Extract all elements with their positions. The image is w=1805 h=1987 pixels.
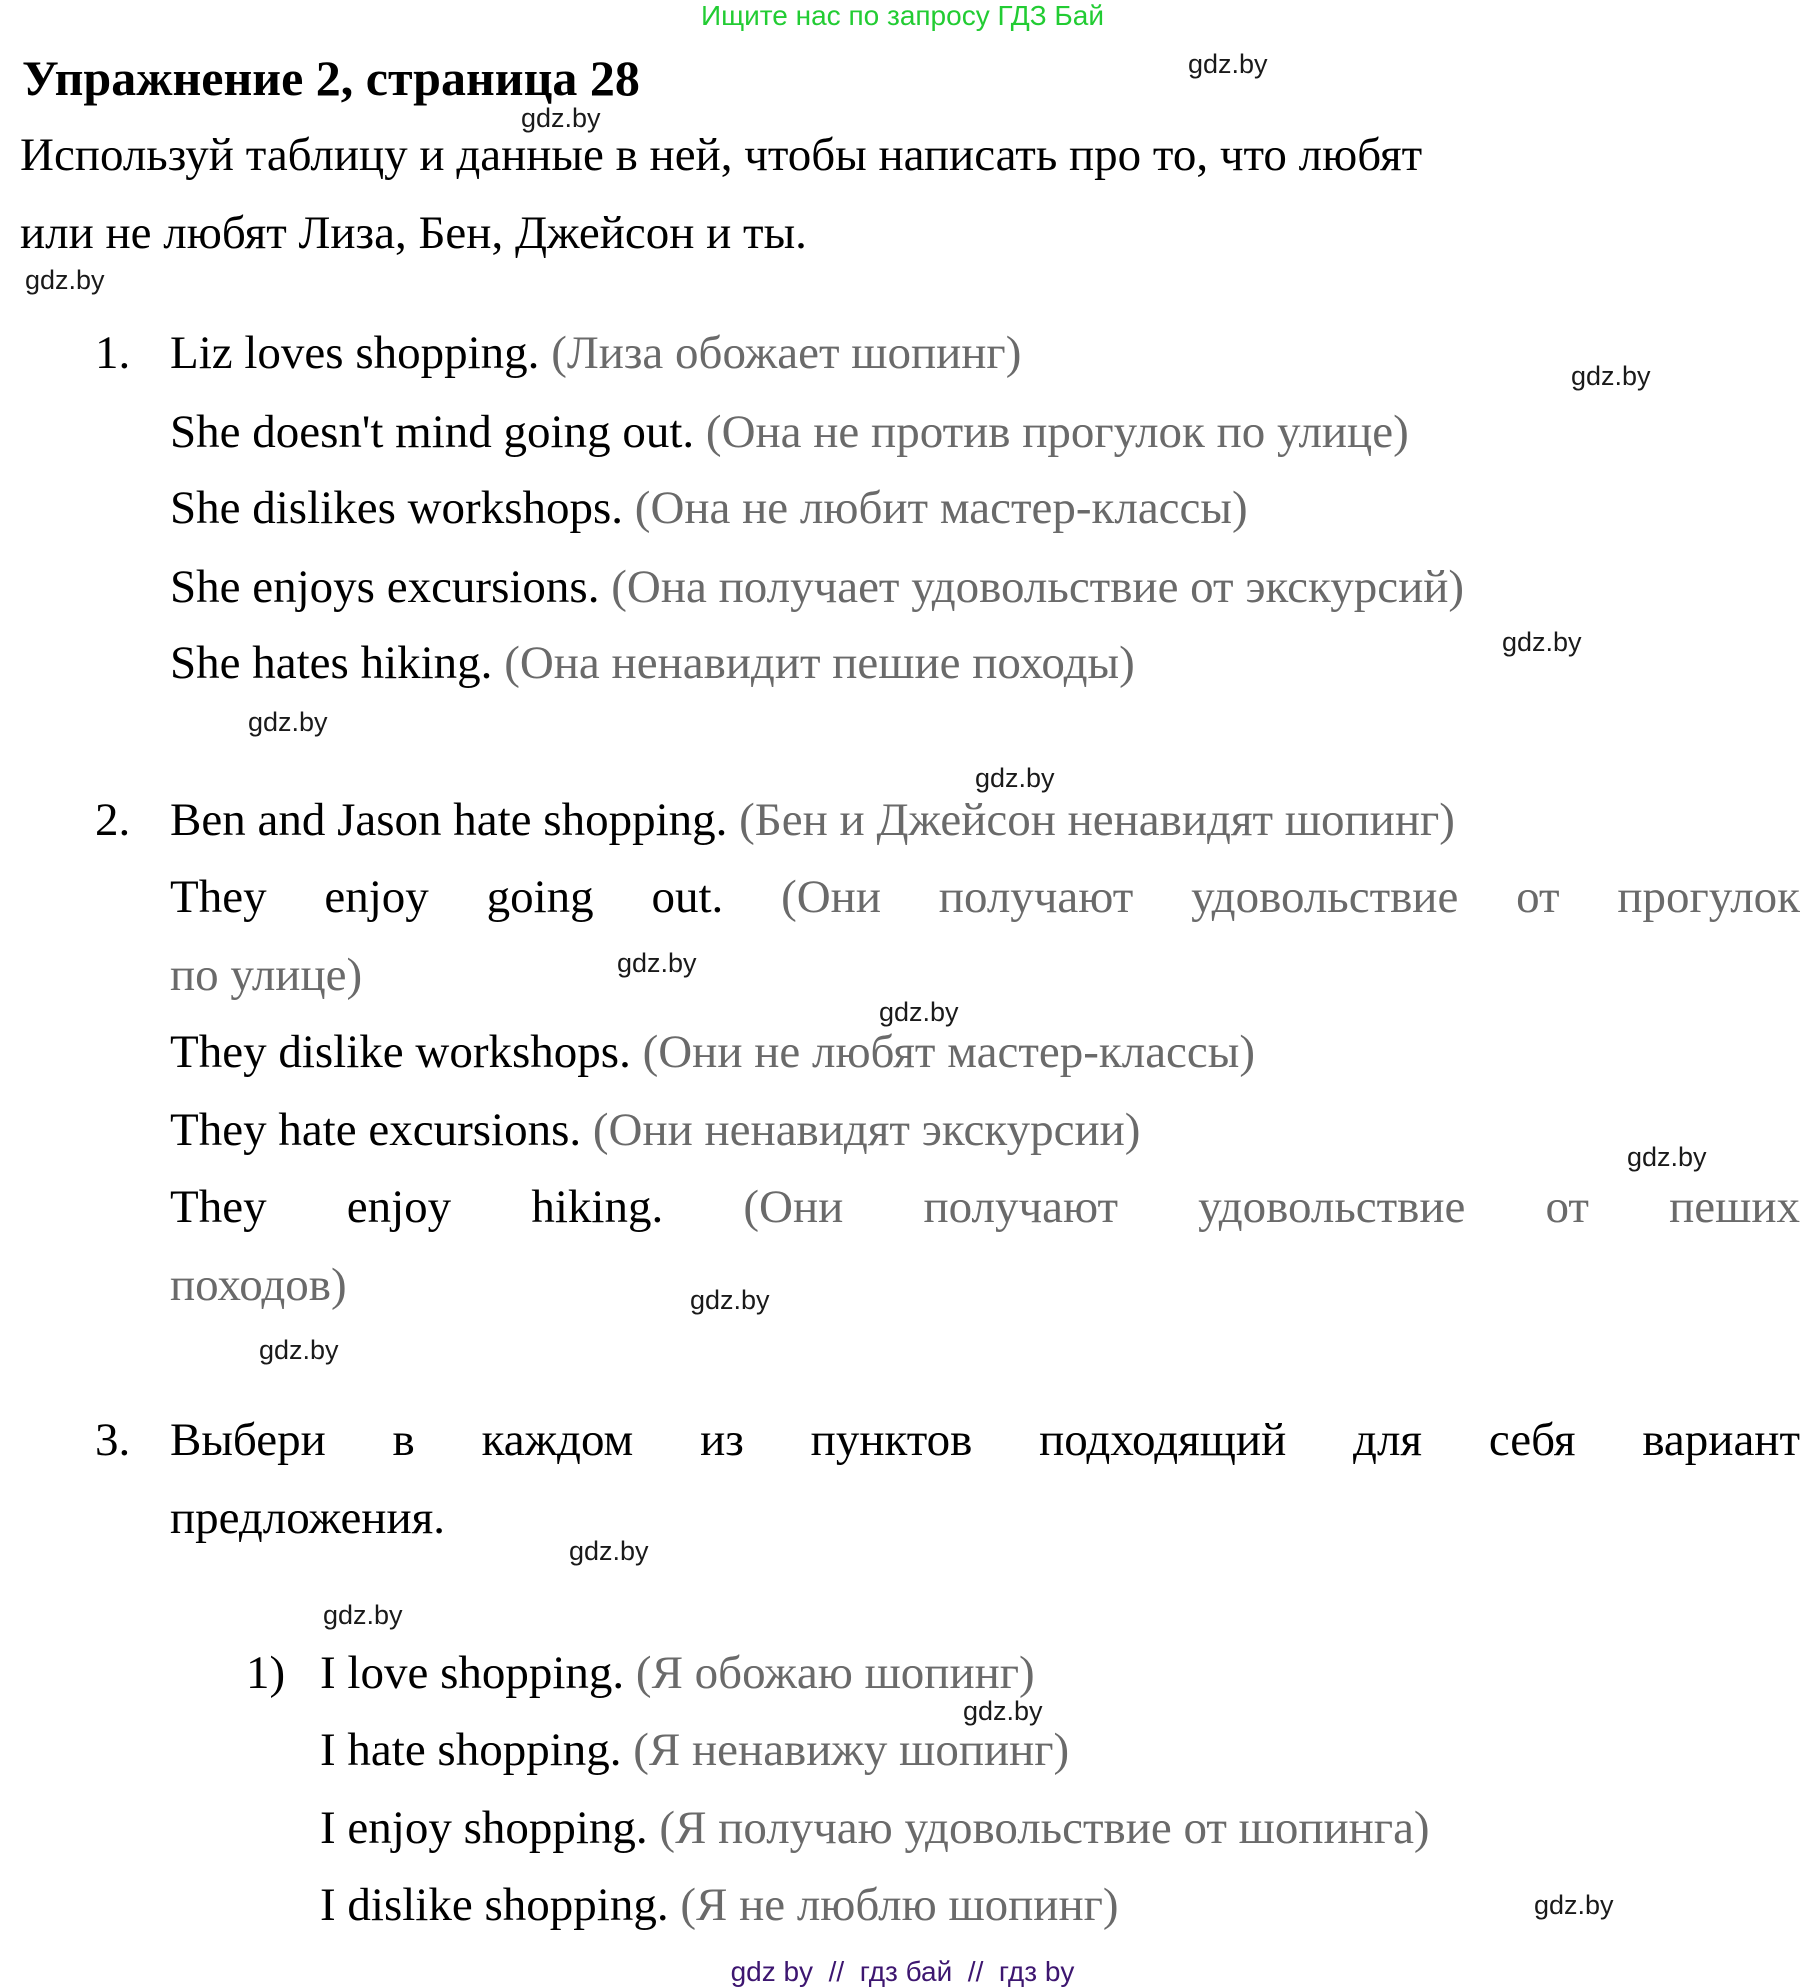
- russian-translation: (Они ненавидят экскурсии): [592, 1104, 1141, 1156]
- russian-translation: (Я ненавижу шопинг): [633, 1724, 1070, 1776]
- watermark: gdz.by: [879, 997, 959, 1027]
- russian-translation: (Я обожаю шопинг): [635, 1647, 1035, 1699]
- russian-translation-continuation: походов): [170, 1259, 347, 1311]
- russian-translation: (Лиза обожает шопинг): [551, 327, 1022, 379]
- watermark: gdz.by: [963, 1696, 1043, 1726]
- item-number: 1.: [95, 327, 131, 379]
- english-sentence: I love shopping.: [320, 1647, 636, 1699]
- russian-translation: (Она получает удовольствие от экскурсий): [611, 561, 1465, 613]
- sentence-line: [170, 872, 1800, 922]
- watermark: gdz.by: [25, 265, 105, 295]
- watermark: gdz.by: [975, 763, 1055, 793]
- watermark: gdz.by: [1534, 1890, 1614, 1920]
- russian-translation: (Она ненавидит пешие походы): [504, 637, 1135, 689]
- sentence-line: [170, 638, 1135, 688]
- english-sentence: She hates hiking.: [170, 637, 505, 689]
- sentence-line: [170, 1105, 1140, 1155]
- english-sentence: I hate shopping.: [320, 1724, 634, 1776]
- intro-line-2: или не любят Лиза, Бен, Джейсон и ты.: [20, 207, 807, 259]
- watermark: gdz.by: [248, 707, 328, 737]
- russian-translation-continuation: по улице): [170, 949, 363, 1001]
- sentence-line: [320, 1880, 1119, 1930]
- watermark: gdz.by: [259, 1335, 339, 1365]
- watermark: gdz.by: [323, 1600, 403, 1630]
- sentence-line: [320, 1725, 1069, 1775]
- sentence-line: [320, 1803, 1430, 1853]
- english-sentence: She dislikes workshops.: [170, 482, 635, 534]
- english-sentence: They hate excursions.: [170, 1104, 593, 1156]
- watermark: gdz.by: [690, 1285, 770, 1315]
- russian-translation: (Я не люблю шопинг): [680, 1879, 1119, 1931]
- watermark: gdz.by: [1188, 49, 1268, 79]
- intro-line-1: Используй таблицу и данные в ней, чтобы написать про то, что любят: [20, 129, 1423, 181]
- instruction-line-1: Выбери в каждом из пунктов подходящий для себя вариант: [170, 1414, 1800, 1466]
- item-number: 2.: [95, 794, 131, 846]
- russian-translation: (Она не любит мастер-классы): [634, 482, 1248, 534]
- sentence-line: [320, 1648, 1035, 1698]
- english-sentence: They enjoy hiking.: [170, 1181, 744, 1233]
- sentence-line: [170, 483, 1248, 533]
- russian-translation: (Они получают удовольствие от прогулок: [781, 871, 1801, 923]
- sentence-line: [170, 407, 1409, 457]
- sentence-line: [170, 795, 1455, 845]
- watermark: gdz.by: [1571, 361, 1651, 391]
- sentence-line: [170, 1182, 1800, 1232]
- english-sentence: They enjoy going out.: [170, 871, 782, 923]
- english-sentence: Ben and Jason hate shopping.: [170, 794, 740, 846]
- watermark: gdz.by: [521, 103, 601, 133]
- english-sentence: She enjoys excursions.: [170, 561, 612, 613]
- search-banner[interactable]: Ищите нас по запросу ГДЗ Бай: [700, 0, 1105, 31]
- russian-translation: (Я получаю удовольствие от шопинга): [659, 1802, 1430, 1854]
- item-number: 3.: [95, 1414, 131, 1466]
- sentence-line: [170, 1027, 1255, 1077]
- watermark: gdz.by: [1502, 627, 1582, 657]
- sentence-line: [170, 562, 1464, 612]
- watermark: gdz.by: [617, 948, 697, 978]
- watermark: gdz.by: [569, 1536, 649, 1566]
- english-sentence: I dislike shopping.: [320, 1879, 681, 1931]
- footer-links[interactable]: gdz by // гдз бай // гдз by: [730, 1956, 1075, 1987]
- english-sentence: They dislike workshops.: [170, 1026, 643, 1078]
- page-title: Упражнение 2, страница 28: [22, 50, 640, 106]
- russian-translation: (Они не любят мастер-классы): [642, 1026, 1256, 1078]
- subitem-number: 1): [246, 1647, 286, 1699]
- english-sentence: I enjoy shopping.: [320, 1802, 660, 1854]
- russian-translation: (Бен и Джейсон ненавидят шопинг): [739, 794, 1455, 846]
- english-sentence: Liz loves shopping.: [170, 327, 552, 379]
- russian-translation: (Она не против прогулок по улице): [705, 406, 1409, 458]
- instruction-line-2: предложения.: [170, 1492, 445, 1544]
- sentence-line: [170, 328, 1021, 378]
- russian-translation: (Они получают удовольствие от пеших: [743, 1181, 1801, 1233]
- watermark: gdz.by: [1627, 1142, 1707, 1172]
- english-sentence: She doesn't mind going out.: [170, 406, 706, 458]
